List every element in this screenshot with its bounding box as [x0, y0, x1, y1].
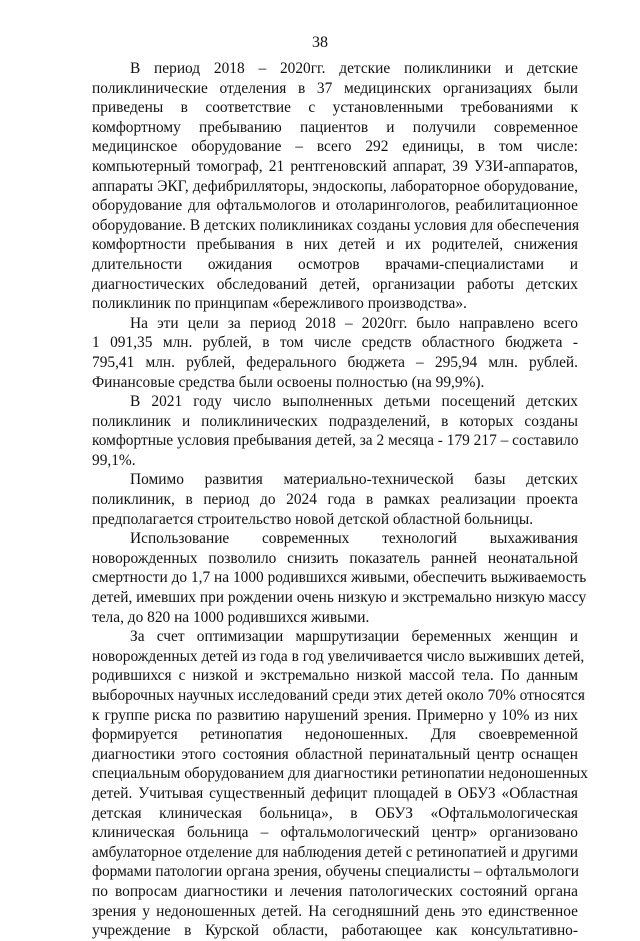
- paragraph: [92, 314, 578, 392]
- text-line: Финансовые средства были освоены полностью (на 99,9%).: [92, 373, 485, 391]
- text-line: 795,41 млн. рублей, федерального бюджета – 295,94 млн. рублей.: [92, 353, 578, 371]
- paragraph: [92, 470, 578, 529]
- text-line: поликлиник и поликлинических подразделений, в которых созданы: [92, 412, 578, 430]
- text-line: Использование современных технологий выхаживания: [130, 530, 578, 548]
- text-line: специальным оборудованием для диагностики ретинопатии недоношенных: [92, 765, 588, 783]
- text-line: тела, до 820 на 1000 родившихся живыми.: [92, 608, 370, 626]
- text-line: 99,1%.: [92, 451, 136, 469]
- text-line: клиническая больница – офтальмологический центр» организовано: [92, 824, 578, 842]
- paragraph: [92, 392, 578, 470]
- text-line: В 2021 году число выполненных детьми посещений детских: [130, 393, 578, 411]
- paragraph: [92, 627, 588, 941]
- text-line: длительности ожидания осмотров врачами-специалистами и: [92, 255, 578, 273]
- text-line: смертности до 1,7 на 1000 родившихся живыми, обеспечить выживаемость: [92, 569, 587, 587]
- text-line: диагностики этого состояния областной перинатальный центр оснащен: [92, 745, 578, 763]
- text-line: За счет оптимизации маршрутизации беременных женщин и: [130, 628, 578, 646]
- text-line: предполагается строительство новой детской областной больницы.: [92, 510, 534, 528]
- text-line: формами патологии органа зрения, обучены специалисты – офтальмологи: [92, 863, 579, 881]
- text-line: детская клиническая больница», в ОБУЗ «Офтальмологическая: [92, 804, 578, 822]
- text-line: Помимо развития материально-технической базы детских: [130, 471, 578, 489]
- text-line: комфортные условия пребывания детей, за 2 месяца - 179 217 – составило: [92, 432, 579, 450]
- text-line: аппараты ЭКГ, дефибрилляторы, эндоскопы, лабораторное оборудование,: [92, 177, 578, 195]
- text-line: На эти цели за период 2018 – 2020гг. было направлено всего: [130, 314, 578, 332]
- text-line: зрения у недоношенных детей. На сегодняшний день это единственное: [92, 902, 578, 920]
- text-line: оборудование. В детских поликлиниках созданы условия для обеспечения: [92, 216, 580, 234]
- text-line: компьютерный томограф, 21 рентгеновский аппарат, 39 УЗИ-аппаратов,: [92, 157, 578, 175]
- text-line: учреждение в Курской области, работающее как консультативно-: [92, 922, 578, 940]
- text-line: 1 091,35 млн. рублей, в том числе средств областного бюджета -: [92, 334, 578, 352]
- text-line: комфортному пребыванию пациентов и получили современное: [92, 118, 578, 136]
- text-line: формируется ретинопатия недоношенных. Для своевременной: [92, 726, 578, 744]
- text-line: комфортности пребывания в них детей и их родителей, снижения: [92, 236, 578, 254]
- text-line: оборудование для офтальмологов и отоларингологов, реабилитационное: [92, 197, 578, 215]
- text-line: детей, имевших при рождении очень низкую и экстремально низкую массу: [92, 589, 587, 607]
- text-line: новорожденных детей из года в год увеличивается число выживших детей,: [92, 647, 585, 665]
- text-line: поликлинические отделения в 37 медицинских организациях были: [92, 79, 578, 97]
- text-line: диагностических обследований детей, организации работы детских: [92, 275, 578, 293]
- paragraph: [92, 59, 578, 314]
- text-line: поликлиник по принципам «бережливого производства».: [92, 295, 467, 313]
- body-text: [92, 59, 588, 941]
- text-line: поликлиник, в период до 2024 года в рамках реализации проекта: [92, 491, 578, 509]
- text-line: родившихся с низкой и экстремально низкой массой тела. По данным: [92, 667, 578, 685]
- text-line: детей. Учитывая существенный дефицит площадей в ОБУЗ «Областная: [92, 784, 578, 802]
- paragraph: [92, 529, 587, 627]
- text-line: по вопросам диагностики и лечения патологических состояний органа: [92, 882, 578, 900]
- text-line: амбулаторное отделение для наблюдения детей с ретинопатией и другими: [92, 843, 578, 861]
- text-line: новорожденных позволило снизить показатель ранней неонатальной: [92, 549, 578, 567]
- page-number: 38: [312, 34, 328, 51]
- text-line: к группе риска по развитию нарушений зрения. Примерно у 10% из них: [92, 706, 578, 724]
- text-line: приведены в соответствие с установленными требованиями к: [92, 99, 578, 117]
- text-line: выборочных научных исследований среди этих детей около 70% относятся: [92, 687, 585, 704]
- text-line: В период 2018 – 2020гг. детские поликлиники и детские: [130, 60, 578, 77]
- text-line: медицинское оборудование – всего 292 единицы, в том числе:: [92, 138, 578, 156]
